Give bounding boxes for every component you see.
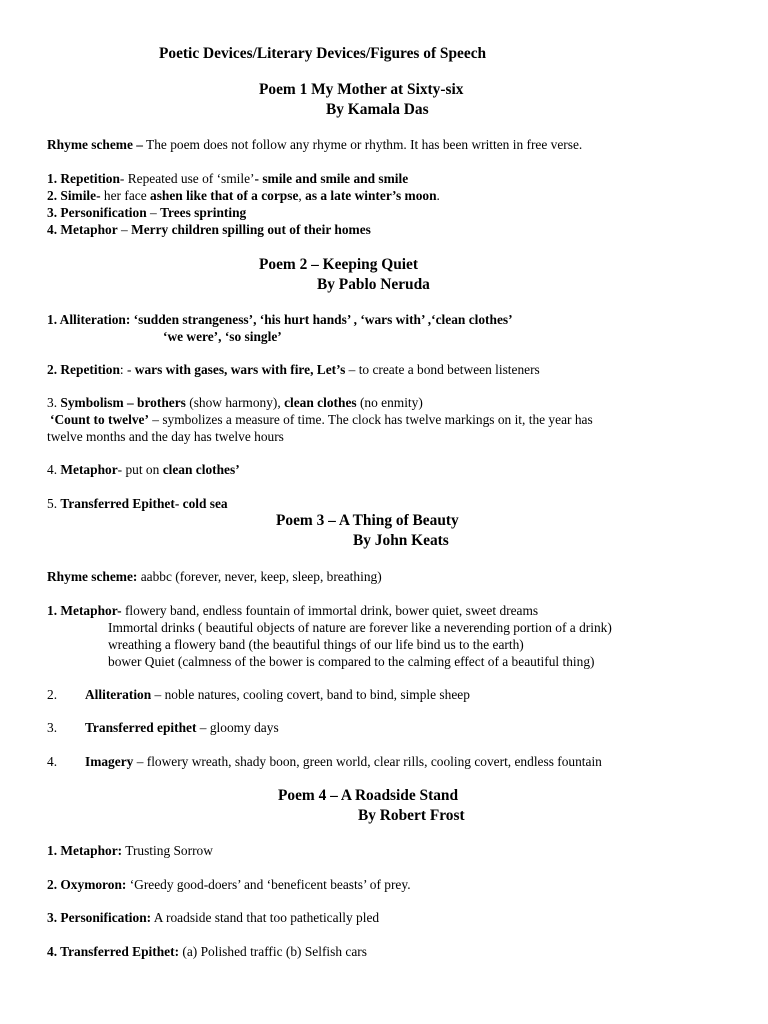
poem-2-symbolism-count: [50, 411, 593, 428]
poem-1-title: Poem 1 My Mother at Sixty-six: [259, 81, 464, 98]
rhyme-scheme-text: aabbc (forever, never, keep, sleep, breathing): [137, 569, 382, 584]
item-label: 3. Personification: [47, 205, 147, 220]
poem-4-title: Poem 4 – A Roadside Stand: [278, 787, 459, 804]
item-text: flowery band, endless fountain of immortal drink, bower quiet, sweet dreams: [121, 603, 539, 618]
poem-2-author: By Pablo Neruda: [317, 276, 430, 293]
item-label: 1. Repetition: [47, 171, 120, 186]
poem-1-item-3: [47, 204, 246, 221]
poem-4-author: By Robert Frost: [358, 807, 465, 824]
poem-3-metaphor-line-4: bower Quiet (calmness of the bower is compared to the calming effect of a beautiful thing): [108, 654, 595, 669]
item-punct: .: [436, 188, 440, 203]
document-title: Poetic Devices/Literary Devices/Figures of Speech: [159, 45, 487, 62]
item-text: – to create a bond between listeners: [345, 362, 540, 377]
poem-2-title: Poem 2 – Keeping Quiet: [259, 256, 419, 273]
item-example: clean clothes’: [162, 462, 240, 477]
item-number: 3.: [47, 720, 58, 735]
item-label: Metaphor: [60, 462, 118, 477]
item-example: - smile and smile and smile: [254, 171, 409, 186]
poem-1-item-4: [47, 221, 371, 238]
poem-3-metaphor: [47, 602, 538, 619]
item-text: – gloomy days: [196, 720, 279, 735]
poem-2-alliteration: [47, 311, 513, 328]
item-text: (no enmity): [356, 395, 423, 410]
rhyme-scheme-label: Rhyme scheme –: [47, 137, 143, 152]
poem-1-item-1: [47, 170, 408, 187]
poem-3-rhyme-scheme: [47, 568, 382, 585]
item-text: – symbolizes a measure of time. The clock has twelve markings on it, the year has: [148, 412, 593, 427]
poem-1-rhyme-scheme: [47, 136, 582, 153]
poem-2-alliteration-cont: [163, 328, 282, 345]
item-text: – noble natures, cooling covert, band to bind, simple sheep: [151, 687, 470, 702]
item-number: 4.: [47, 754, 58, 769]
item-text: Trusting Sorrow: [122, 843, 213, 858]
item-text: - put on: [117, 462, 163, 477]
item-example: wars with gases, wars with fire, Let’s: [134, 362, 346, 377]
item-separator: ,: [298, 188, 306, 203]
item-label: 1. Metaphor:: [47, 843, 123, 858]
poem-2-symbolism: [47, 394, 423, 411]
item-label: Transferred epithet: [85, 720, 197, 735]
poem-1-item-2: [47, 187, 440, 204]
item-number: 5.: [47, 496, 61, 511]
poem-3-metaphor-line-3: wreathing a flowery band (the beautiful things of our life bind us to the earth): [108, 637, 524, 652]
item-label: Imagery: [85, 754, 134, 769]
item-number: 3.: [47, 395, 61, 410]
item-example: ‘Count to twelve’: [50, 412, 149, 427]
item-label: 4. Metaphor: [47, 222, 118, 237]
item-label: 2. Repetition: [47, 362, 120, 377]
item-text: : -: [119, 362, 135, 377]
poem-3-item-3: [47, 719, 279, 736]
poem-4-item-2: [47, 876, 411, 893]
item-dash: –: [146, 205, 161, 220]
item-example: ashen like that of a corpse: [150, 188, 299, 203]
poem-2-metaphor: [47, 461, 240, 478]
item-text: – flowery wreath, shady boon, green world, clear rills, cooling covert, endless fountain: [133, 754, 602, 769]
poem-4-item-4: [47, 943, 367, 960]
item-text: her face: [100, 188, 150, 203]
item-number: 4.: [47, 462, 61, 477]
item-label: Transferred Epithet- cold sea: [60, 496, 228, 511]
item-text: - Repeated use of ‘smile’: [119, 171, 255, 186]
poem-1-author: By Kamala Das: [326, 101, 429, 118]
item-label: Alliteration: [85, 687, 152, 702]
poem-3-metaphor-line-2: Immortal drinks ( beautiful objects of nature are forever like a neverending portion of a drink): [108, 620, 612, 635]
poem-2-symbolism-cont: twelve months and the day has twelve hours: [47, 429, 284, 444]
rhyme-scheme-text: The poem does not follow any rhyme or rhythm. It has been written in free verse.: [142, 137, 583, 152]
item-label: 1. Metaphor-: [47, 603, 122, 618]
rhyme-scheme-label: Rhyme scheme:: [47, 569, 138, 584]
poem-3-item-4: [47, 753, 602, 770]
item-example: as a late winter’s moon: [305, 188, 437, 203]
poem-4-item-1: [47, 842, 213, 859]
item-text: ‘Greedy good-doers’ and ‘beneficent beasts’ of prey.: [126, 877, 411, 892]
poem-3-title: Poem 3 – A Thing of Beauty: [276, 512, 459, 529]
item-label: 1. Alliteration: ‘sudden strangeness’, ‘his hurt hands’ , ‘wars with’ ,‘clean clothes’: [47, 312, 513, 327]
poem-2-repetition: [47, 361, 540, 378]
item-text: (show harmony),: [185, 395, 285, 410]
item-example: ‘we were’, ‘so single’: [163, 329, 282, 344]
poem-2-transferred-epithet: [47, 495, 228, 512]
item-example: clean clothes: [284, 395, 357, 410]
item-label: 4. Transferred Epithet:: [47, 944, 180, 959]
item-label: Symbolism – brothers: [60, 395, 186, 410]
item-example: Merry children spilling out of their homes: [131, 222, 371, 237]
item-number: 2.: [47, 687, 58, 702]
poem-3-author: By John Keats: [353, 532, 449, 549]
item-example: Trees sprinting: [160, 205, 247, 220]
item-label: 2. Oxymoron:: [47, 877, 127, 892]
item-label: 2. Simile-: [47, 188, 101, 203]
item-dash: –: [117, 222, 132, 237]
poem-4-item-3: [47, 909, 379, 926]
item-label: 3. Personification:: [47, 910, 152, 925]
item-text: A roadside stand that too pathetically pled: [151, 910, 380, 925]
item-text: (a) Polished traffic (b) Selfish cars: [179, 944, 367, 959]
poem-3-item-2: [47, 686, 470, 703]
